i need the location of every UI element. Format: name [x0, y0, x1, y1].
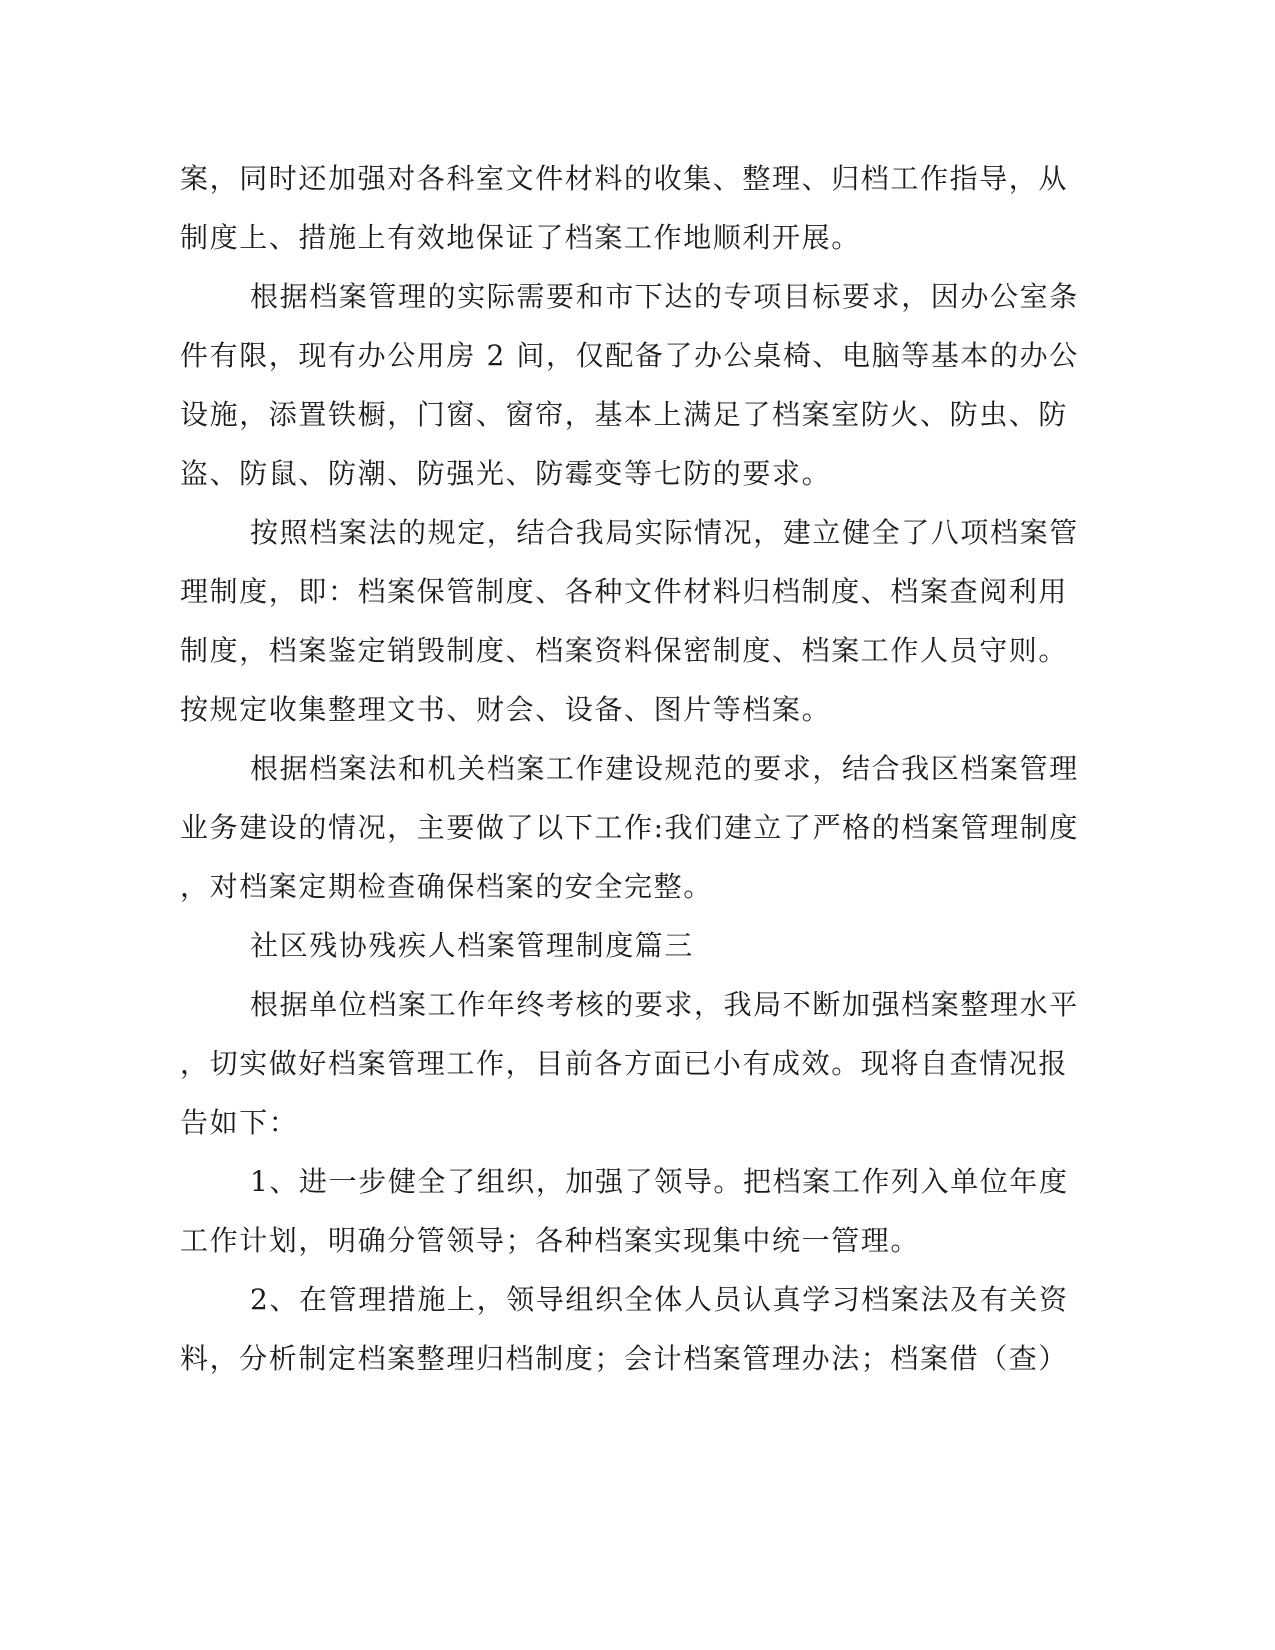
text-line: 工作计划，明确分管领导；各种档案实现集中统一管理。: [180, 1224, 921, 1257]
text-line: 料，分析制定档案整理归档制度；会计档案管理办法；档案借（查）: [180, 1342, 1069, 1375]
list-item-1-start: 1、进一步健全了组织，加强了领导。把档案工作列入单位年度: [250, 1165, 1069, 1198]
paragraph-start-line: 按照档案法的规定，结合我局实际情况，建立健全了八项档案管: [250, 516, 1079, 549]
text-line: 按规定收集整理文书、财会、设备、图片等档案。: [180, 693, 832, 726]
section-heading: 社区残协残疾人档案管理制度篇三: [250, 929, 695, 962]
paragraph-start-line: 根据档案法和机关档案工作建设规范的要求，结合我区档案管理: [250, 752, 1079, 785]
text-line: 设施，添置铁橱，门窗、窗帘，基本上满足了档案室防火、防虫、防: [180, 398, 1069, 431]
text-line: 案，同时还加强对各科室文件材料的收集、整理、归档工作指导，从: [180, 162, 1069, 195]
text-line: ，切实做好档案管理工作，目前各方面已小有成效。现将自查情况报: [180, 1047, 1069, 1080]
text-line: ，对档案定期检查确保档案的安全完整。: [180, 870, 713, 903]
text-line: 告如下：: [180, 1106, 299, 1139]
text-line: 盗、防鼠、防潮、防强光、防霉变等七防的要求。: [180, 457, 832, 490]
paragraph-start-line: 根据档案管理的实际需要和市下达的专项目标要求，因办公室条: [250, 280, 1079, 313]
text-line: 制度上、措施上有效地保证了档案工作地顺利开展。: [180, 221, 861, 254]
text-line: 件有限，现有办公用房 2 间，仅配备了办公桌椅、电脑等基本的办公: [180, 339, 1079, 372]
text-line: 制度，档案鉴定销毁制度、档案资料保密制度、档案工作人员守则。: [180, 634, 1069, 667]
text-line: 理制度，即：档案保管制度、各种文件材料归档制度、档案查阅利用: [180, 575, 1069, 608]
paragraph-start-line: 根据单位档案工作年终考核的要求，我局不断加强档案整理水平: [250, 988, 1079, 1021]
text-line: 业务建设的情况，主要做了以下工作:我们建立了严格的档案管理制度: [180, 811, 1080, 844]
list-item-2-start: 2、在管理措施上，领导组织全体人员认真学习档案法及有关资: [250, 1283, 1069, 1316]
